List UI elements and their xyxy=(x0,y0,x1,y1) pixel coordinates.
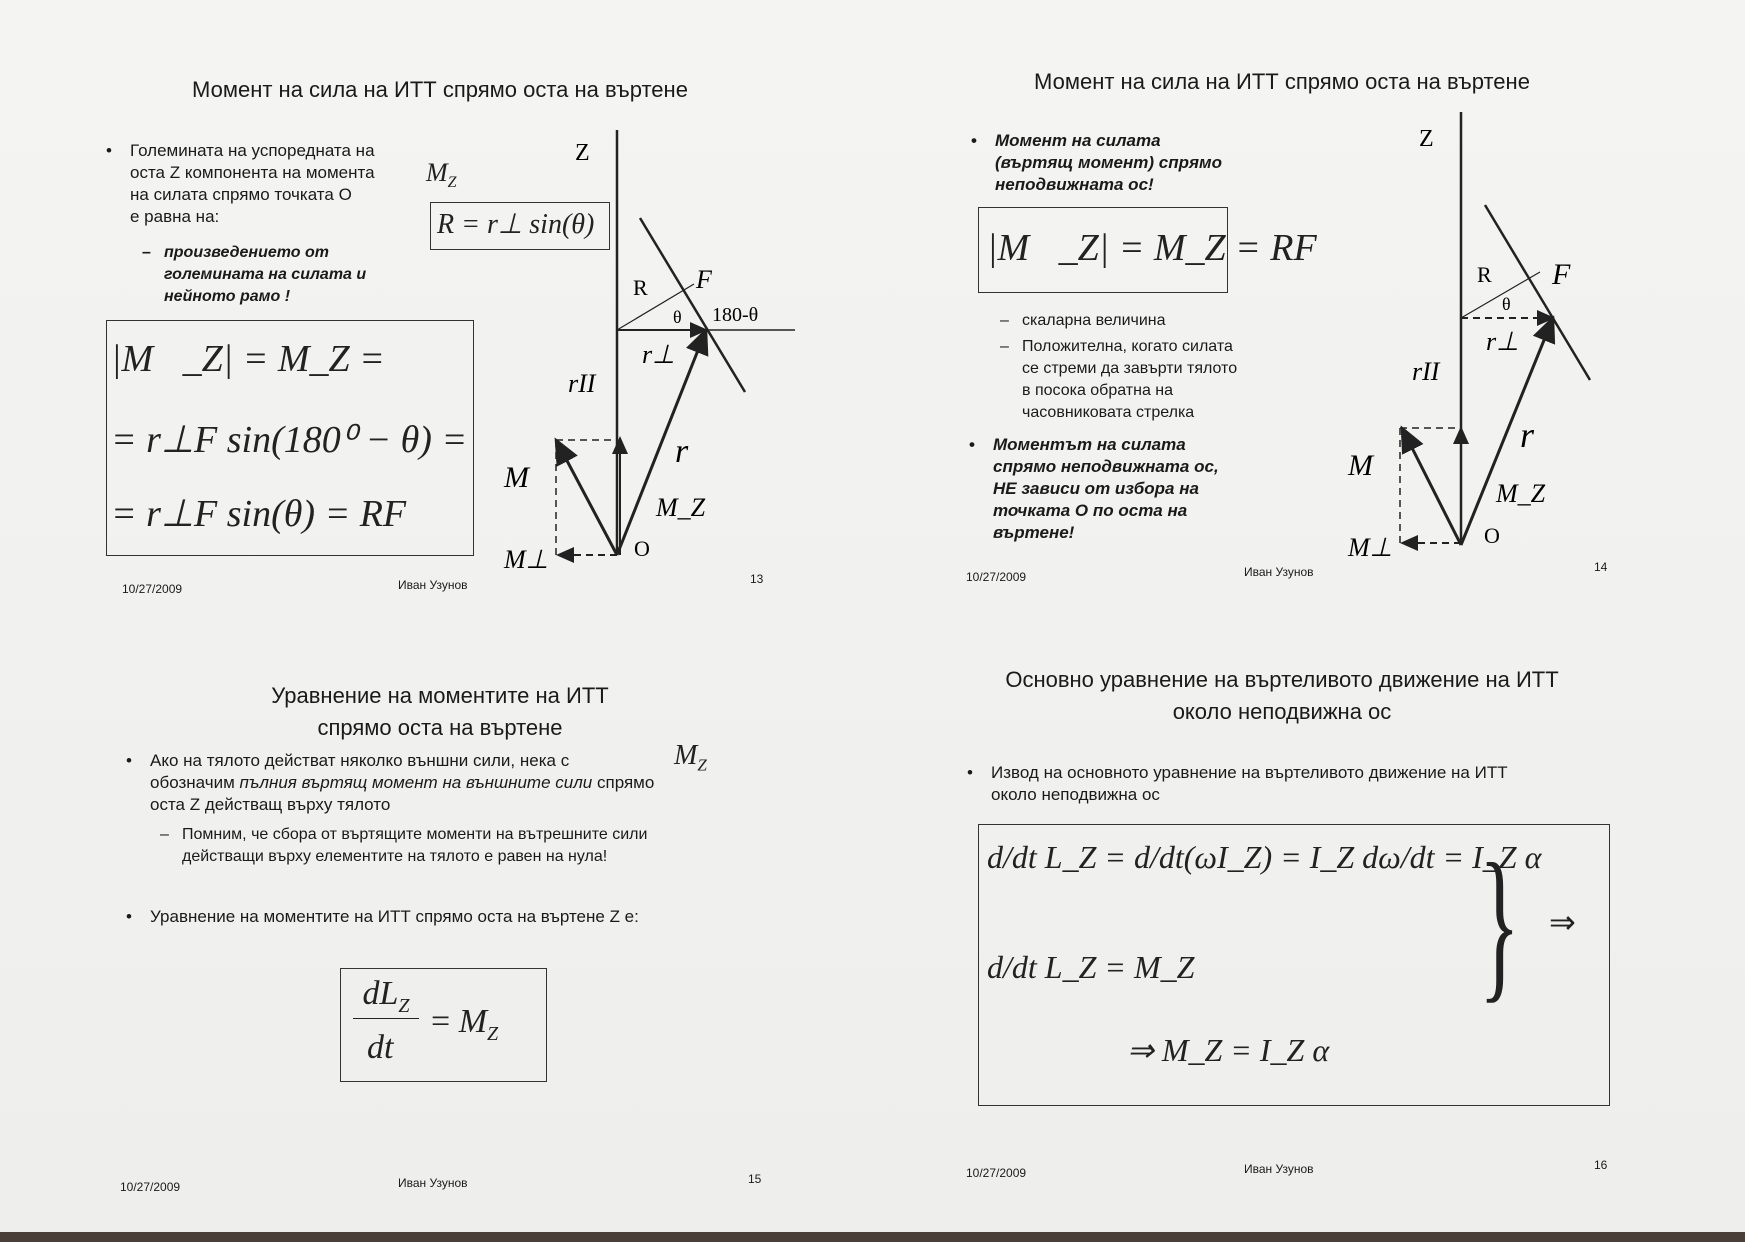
title-line: спрямо оста на въртене xyxy=(317,715,563,740)
text-run-italic: пълния въртящ момент на външните сили xyxy=(239,773,593,792)
z-label: Z xyxy=(575,140,590,166)
slide-title: Момент на сила на ИТТ спрямо оста на въртене xyxy=(1034,69,1530,94)
theta-label: θ xyxy=(1502,294,1511,314)
bullet-dot: • xyxy=(969,435,975,454)
formula-line: d/dt L_Z = M_Z xyxy=(987,949,1195,985)
bullet-line: оста Z действащ върху тялото xyxy=(150,795,391,814)
sub-bullet xyxy=(160,824,648,868)
sub-line: произведението от xyxy=(164,244,329,261)
m-label: M xyxy=(504,461,529,494)
r-label: r xyxy=(1520,415,1535,455)
dash: – xyxy=(160,826,169,843)
dash: – xyxy=(142,244,151,261)
sub-line: големината на силата и xyxy=(164,266,367,283)
mz-symbol: $M_Z$ xyxy=(426,158,457,192)
bullet-dot: • xyxy=(971,131,977,150)
sub-line: Положителна, когато силата xyxy=(1022,338,1233,355)
formula-line: |M⃗_Z| = M_Z = xyxy=(111,338,385,380)
dash: – xyxy=(1000,338,1009,355)
r-label: r xyxy=(675,433,689,470)
mz-label: M_Z xyxy=(1496,479,1546,508)
formula-r: R = r⊥ sin(θ) xyxy=(437,209,595,240)
z-label: Z xyxy=(1419,126,1434,152)
title-line: Основно уравнение на въртеливото движение на ИТТ xyxy=(1005,667,1559,692)
sub-line: часовниковата стрелка xyxy=(1022,404,1195,421)
lever-arm-line xyxy=(617,284,694,330)
sub-line: нейното рамо ! xyxy=(164,288,291,305)
slide-number: 16 xyxy=(1594,1158,1608,1172)
formula-box xyxy=(978,824,1610,1106)
slide-date: 10/27/2009 xyxy=(966,1166,1027,1180)
slide-date: 10/27/2009 xyxy=(966,570,1027,584)
bullet-line: въртене! xyxy=(993,523,1075,542)
text-run: спрямо xyxy=(596,773,655,792)
slide-date: 10/27/2009 xyxy=(120,1180,181,1194)
mz-label: M_Z xyxy=(656,493,706,522)
slide-13 xyxy=(0,0,860,600)
r-arm-label: R xyxy=(633,275,648,300)
slide-author: Иван Узунов xyxy=(398,1176,468,1190)
angle-label: 180-θ xyxy=(712,304,759,326)
bullet-line: точката О по оста на xyxy=(993,501,1188,520)
implies-arrow: ⇒ xyxy=(1549,904,1576,940)
text-run: обозначим xyxy=(150,773,235,792)
bullet-line: Ако на тялото действат няколко външни сили, нека с xyxy=(150,751,570,770)
right-brace: } xyxy=(1479,829,1520,1017)
title-line: около неподвижна ос xyxy=(1172,699,1392,724)
bullet-line: (въртящ момент) спрямо xyxy=(995,153,1222,172)
slide-author: Иван Узунов xyxy=(398,578,468,592)
bullet xyxy=(967,762,1508,806)
fraction-numerator: $dL_Z$ xyxy=(353,975,419,1019)
bullet-line: на силата спрямо точката О xyxy=(130,185,352,204)
vector-diagram xyxy=(872,0,1732,600)
slide-author: Иван Узунов xyxy=(1244,565,1314,579)
formula-line: = r⊥F sin(180⁰ − θ) = xyxy=(111,419,468,461)
bullet-line: оста Z компонента на момента xyxy=(130,163,375,182)
r-perp-label: r⊥ xyxy=(1486,327,1519,356)
m-perp-label: M⊥ xyxy=(1348,533,1393,562)
slide-16 xyxy=(872,620,1732,1220)
bullet-dot: • xyxy=(967,763,973,782)
r-perp-label: r⊥ xyxy=(642,340,675,369)
formula-line: ⇒ M_Z = I_Z α xyxy=(1127,1032,1330,1068)
slide-number: 13 xyxy=(750,572,764,586)
slide-title: Момент на сила на ИТТ спрямо оста на въртене xyxy=(192,77,688,102)
bullet-line: Момент на силата xyxy=(995,131,1161,150)
slide-title xyxy=(130,680,750,744)
m-vector xyxy=(1402,428,1461,545)
m-vector xyxy=(556,440,617,555)
slide-author: Иван Узунов xyxy=(1244,1162,1314,1176)
slide-title xyxy=(922,664,1642,728)
f-label: F xyxy=(696,265,712,294)
bullet-line: неподвижната ос! xyxy=(995,175,1154,194)
o-label: O xyxy=(634,536,650,561)
m-label: M xyxy=(1348,449,1373,482)
sub-line: действащи върху елементите на тялото е равен на нула! xyxy=(182,848,608,865)
scan-edge xyxy=(0,1232,1745,1242)
sub-line: Помним, че сбора от въртящите моменти на вътрешните сили xyxy=(182,826,648,843)
bullet-line: Извод на основното уравнение на въртеливото движение на ИТТ xyxy=(991,763,1508,782)
r-par-label: rII xyxy=(568,369,596,398)
sub-line: се стреми да завърти тялото xyxy=(1022,360,1238,377)
title-line: Уравнение на моментите на ИТТ xyxy=(271,683,609,708)
bullet-dot: • xyxy=(126,751,132,770)
formula: |M⃗_Z| = M_Z = RF xyxy=(987,227,1317,269)
slide-date: 10/27/2009 xyxy=(122,582,183,596)
formula-box xyxy=(340,968,547,1082)
bullet-line: спрямо неподвижната ос, xyxy=(993,457,1219,476)
bullet-dot: • xyxy=(106,141,112,160)
vector-diagram xyxy=(0,0,860,600)
slide-number: 15 xyxy=(748,1172,762,1186)
bullet-line: НЕ зависи от избора на xyxy=(993,479,1199,498)
bullet-dot: • xyxy=(126,907,132,926)
mz-symbol: $M_Z$ xyxy=(674,740,707,775)
bullet-line: Големината на успоредната на xyxy=(130,141,375,160)
r-arm-label: R xyxy=(1477,262,1492,287)
f-label: F xyxy=(1552,258,1571,291)
r-par-label: rII xyxy=(1412,357,1440,386)
slide-15 xyxy=(0,620,860,1220)
sub-line: скаларна величина xyxy=(1022,312,1166,329)
formula-line: = r⊥F sin(θ) = RF xyxy=(111,493,407,535)
bullet-line: около неподвижна ос xyxy=(991,785,1160,804)
slide-14 xyxy=(872,0,1732,600)
lever-arm-line xyxy=(1461,272,1540,318)
bullet-line: Моментът на силата xyxy=(993,435,1186,454)
theta-label: θ xyxy=(673,307,682,327)
bullet-line: Уравнение на моментите на ИТТ спрямо оста на въртене Z е: xyxy=(150,907,639,926)
bullet-line: е равна на: xyxy=(130,207,220,226)
o-label: O xyxy=(1484,523,1500,548)
bullet xyxy=(126,906,639,928)
dash: – xyxy=(1000,312,1009,329)
m-perp-label: M⊥ xyxy=(504,545,549,574)
fraction-denominator: dt xyxy=(367,1029,394,1066)
formula-line: d/dt L_Z = d/dt(ωI_Z) = I_Z dω/dt = I_Z α xyxy=(987,839,1542,875)
formula-text xyxy=(341,969,342,970)
sub-line: в посока обратна на xyxy=(1022,382,1174,399)
formula-rhs: = $M_Z$ xyxy=(431,1003,499,1045)
slide-number: 14 xyxy=(1594,560,1608,574)
